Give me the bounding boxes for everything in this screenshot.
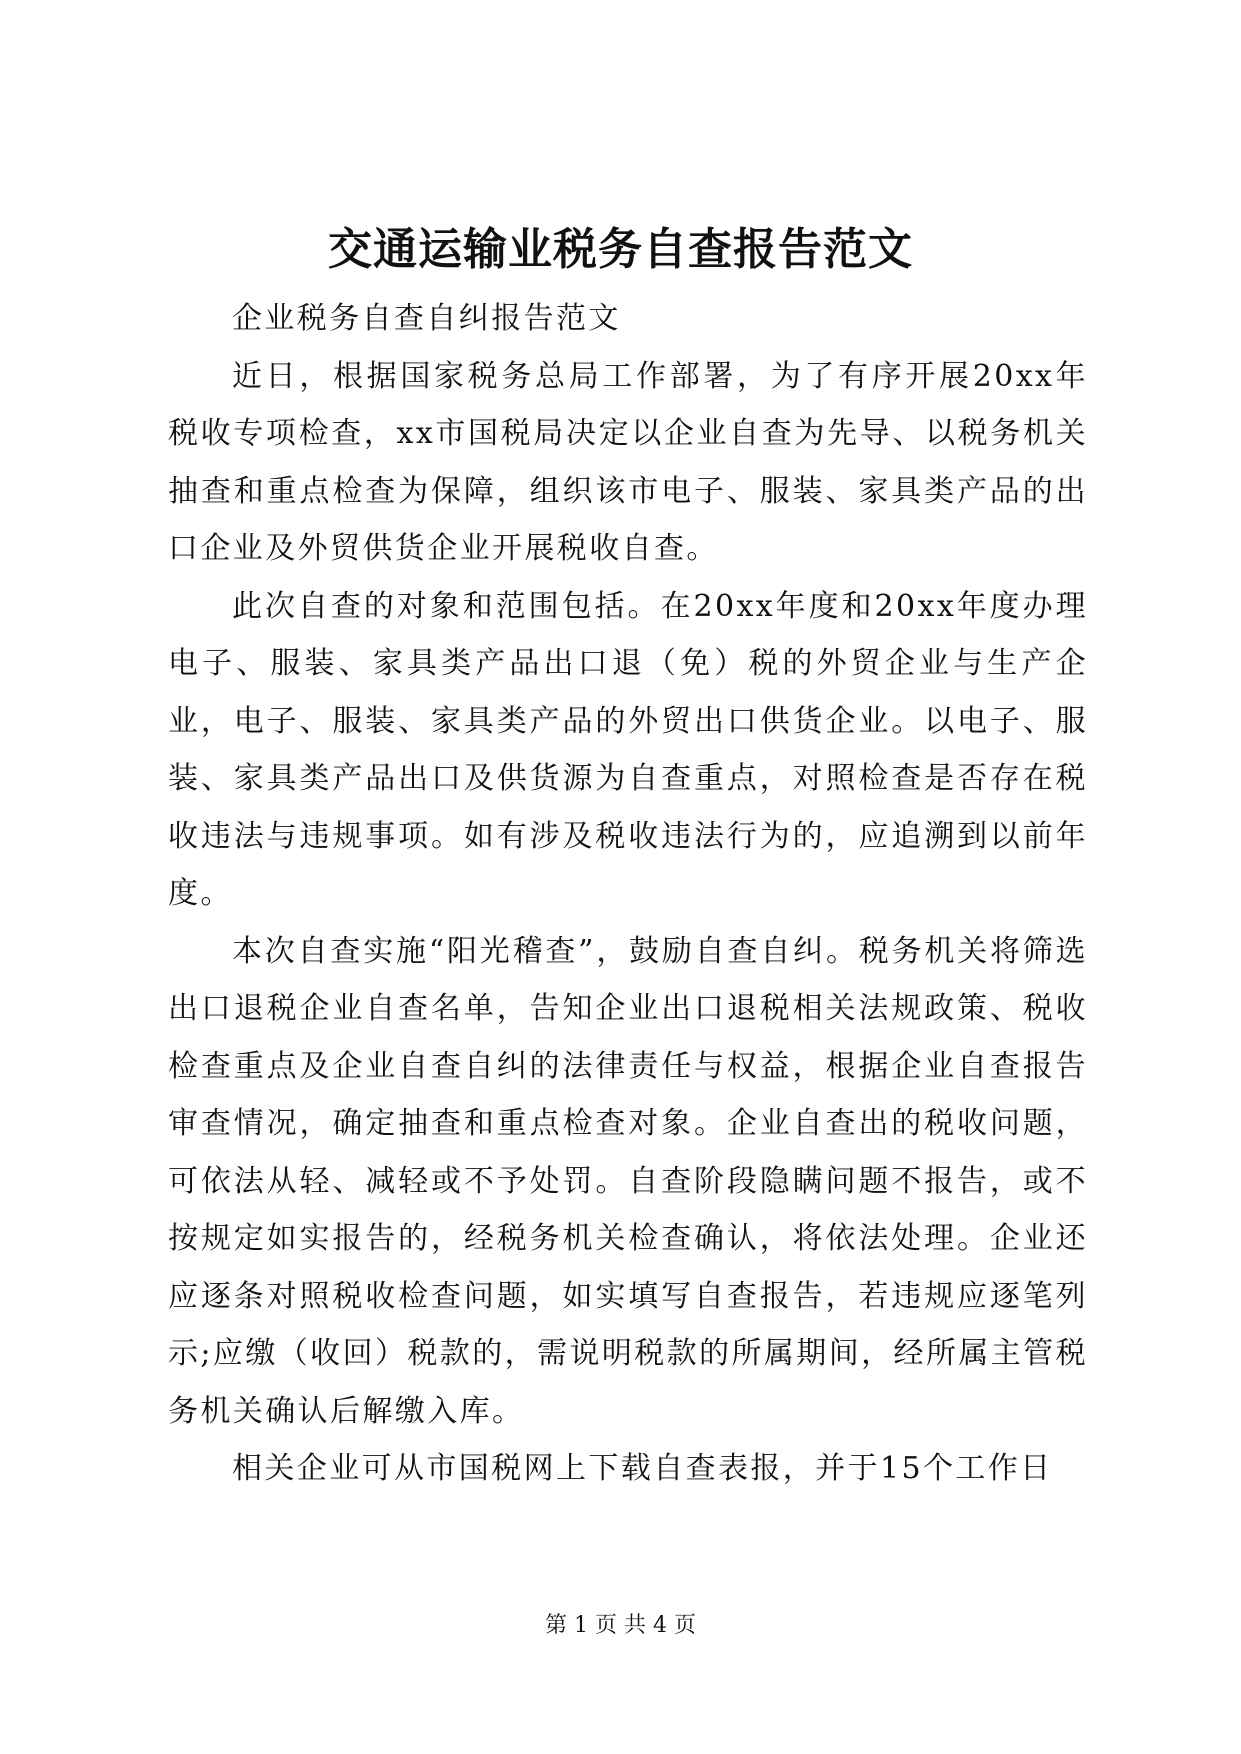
paragraph-scope: 此次自查的对象和范围包括。在20xx年度和20xx年度办理电子、服装、家具类产品出口退（免）税的外贸企业与生产企业，电子、服装、家具类产品的外贸出口供货企业。以电子、服装、家具类产品出口及供货源为自查重点，对照检查是否存在税收违法与违规事项。如有涉及税收违法行为的，应追溯到以前年度。 (168, 588, 1088, 911)
paragraph-download: 相关企业可从市国税网上下载自查表报，并于15个工作日 (232, 1451, 1053, 1486)
paragraph-subtitle: 企业税务自查自纠报告范文 (232, 301, 621, 336)
paragraph-implementation: 本次自查实施“阳光稽查”，鼓励自查自纠。税务机关将筛选出口退税企业自查名单，告知企业出口退税相关法规政策、税收检查重点及企业自查自纠的法律责任与权益，根据企业自查报告审查情况，确定抽查和重点检查对象。企业自查出的税收问题，可依法从轻、减轻或不予处罚。自查阶段隐瞒问题不报告，或不按规定如实报告的，经税务机关检查确认，将依法处理。企业还应逐条对照税收检查问题，如实填写自查报告，若违规应逐笔列示;应缴（收回）税款的，需说明税款的所属期间，经所属主管税务机关确认后解缴入库。 (168, 933, 1088, 1429)
paragraph-intro: 近日，根据国家税务总局工作部署，为了有序开展20xx年税收专项检查，xx市国税局决定以企业自查为先导、以税务机关抽查和重点检查为保障，组织该市电子、服装、家具类产品的出口企业及外贸供货企业开展税收自查。 (168, 358, 1088, 566)
document-body (168, 290, 1088, 1498)
document-title: 交通运输业税务自查报告范文 (328, 224, 913, 275)
page-footer: 第 1 页 共 4 页 (545, 1613, 696, 1638)
